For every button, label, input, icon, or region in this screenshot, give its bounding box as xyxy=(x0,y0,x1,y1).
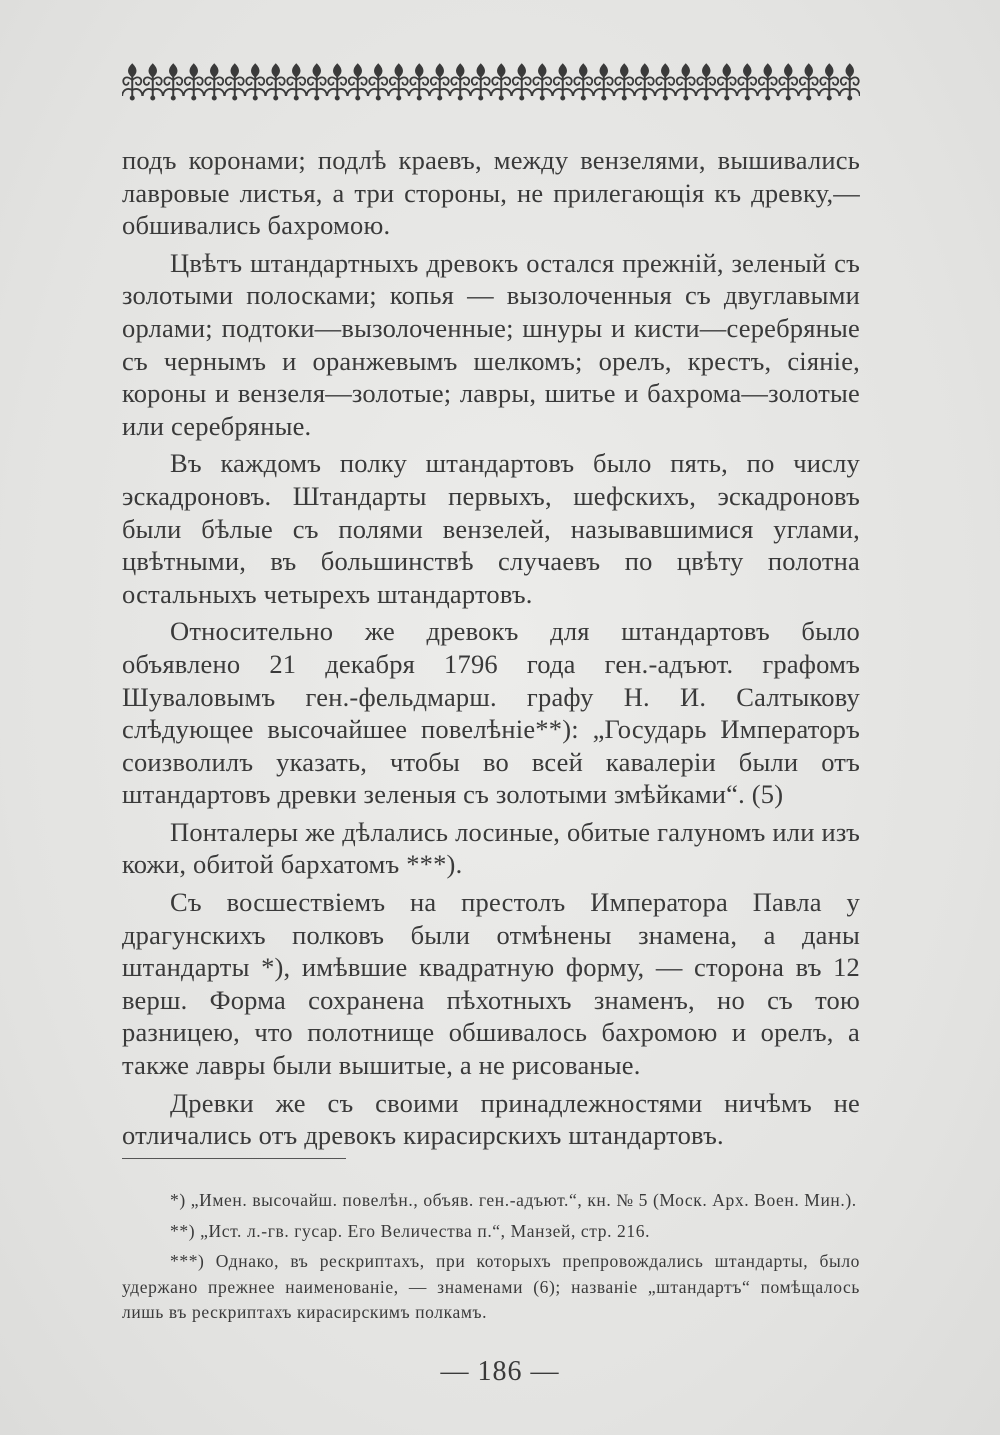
fleuron-unit xyxy=(573,64,593,100)
fleuron-unit xyxy=(594,64,614,100)
footnote-divider xyxy=(122,1158,346,1159)
fleuron-unit xyxy=(512,64,532,100)
fleuron-unit xyxy=(368,64,388,100)
footnote-2: **) „Ист. л.-гв. гусар. Его Величества п.“, Манзей, стр. 216. xyxy=(170,1220,651,1241)
fleuron-unit xyxy=(143,64,163,100)
fleuron-unit xyxy=(122,64,142,100)
fleuron-unit xyxy=(266,64,286,100)
fleuron-unit xyxy=(696,64,716,100)
fleuron-unit xyxy=(614,64,634,100)
fleuron-unit xyxy=(471,64,491,100)
fleuron-unit xyxy=(532,64,552,100)
ornamental-header-border xyxy=(122,60,860,102)
fleuron-unit xyxy=(778,64,798,100)
fleuron-unit xyxy=(348,64,368,100)
fleuron-unit xyxy=(327,64,347,100)
fleuron-unit xyxy=(225,64,245,100)
fleuron-unit xyxy=(245,64,265,100)
fleuron-unit xyxy=(676,64,696,100)
fleuron-unit xyxy=(799,64,819,100)
fleuron-unit xyxy=(819,64,839,100)
fleuron-unit xyxy=(737,64,757,100)
paragraph-5: Понталеры же дѣлались лосиные, обитые галуномъ или изъ кожи, обитой бархатомъ ***). xyxy=(122,816,860,880)
paragraph-1: подъ коронами; подлѣ краевъ, между вензелями, вышивались лавровые листья, а три стороны, не прилегающія къ древку,—обшивались бахромою. xyxy=(122,145,860,241)
footnote-1: *) „Имен. высочайш. повелѣн., объяв. ген.-адъют.“, кн. № 5 (Моск. Арх. Воен. Мин.). xyxy=(170,1190,857,1210)
fleuron-unit xyxy=(635,64,655,100)
fleuron-unit xyxy=(840,64,860,100)
fleuron-unit xyxy=(430,64,450,100)
paragraph-2: Цвѣтъ штандартныхъ древокъ остался прежній, зеленый съ золотыми полосками; копья — вызолоченныя съ двуглавыми орлами; подтоки—вызолоченные; шнуры и кисти—серебряные съ чернымъ и оранжевымъ шелкомъ; орелъ, крестъ, сіяніе, короны и вензеля—золотые; лавры, шитье и бахрома—золотые или серебряные. xyxy=(122,247,860,441)
fleuron-unit xyxy=(286,64,306,100)
fleuron-unit xyxy=(491,64,511,100)
fleuron-unit xyxy=(717,64,737,100)
fleuron-unit xyxy=(389,64,409,100)
fleuron-unit xyxy=(450,64,470,100)
paragraph-3: Въ каждомъ полку штандартовъ было пять, по числу эскадроновъ. Штандарты первыхъ, шефскихъ, эскадроновъ были бѣлые съ полями вензелей, называвшимися углами, цвѣтными, въ большинствѣ случаевъ по цвѣту полотна остальныхъ четырехъ штандартовъ. xyxy=(122,448,860,609)
fleuron-unit xyxy=(307,64,327,100)
footnote-3: ***) Однако, въ рескриптахъ, при которыхъ препровождались штандарты, было удержано прежнее наименованіе, — знаменами (6); названіе „штандартъ“ помѣщалось лишь въ рескриптахъ кирасирскимъ полкамъ. xyxy=(122,1251,860,1322)
fleuron-unit xyxy=(553,64,573,100)
fleuron-unit xyxy=(409,64,429,100)
paragraph-4: Относительно же древокъ для штандартовъ было объявлено 21 декабря 1796 года ген.-адъют. графомъ Шуваловымъ ген.-фельдмарш. графу Н. И. Салтыкову слѣдующее высочайшее повелѣніе**): „Государь Императоръ соизволилъ указать, чтобы во всей кавалеріи были отъ штандартовъ древки зеленыя съ золотыми змѣйками“. (5) xyxy=(122,616,860,810)
fleuron-unit xyxy=(163,64,183,100)
fleuron-unit xyxy=(655,64,675,100)
fleuron-unit xyxy=(184,64,204,100)
paragraph-7: Древки же съ своими принадлежностями ничѣмъ не отличались отъ древокъ кирасирскихъ штандартовъ. xyxy=(122,1087,860,1151)
paragraph-6: Съ восшествіемъ на престолъ Императора Павла у драгунскихъ полковъ были отмѣнены знамена, а даны штандарты *), имѣвшие квадратную форму, — сторона въ 12 верш. Форма сохранена пѣхотныхъ знаменъ, но съ тою разницею, что полотнище обшивалось бахромою и орелъ, а также лавры были вышитые, а не рисованые. xyxy=(122,887,860,1081)
fleuron-unit xyxy=(758,64,778,100)
page-number: — 186 — xyxy=(440,1356,560,1387)
fleuron-border-icon xyxy=(122,64,860,100)
footnotes xyxy=(122,1188,860,1331)
fleuron-unit xyxy=(204,64,224,100)
main-text xyxy=(122,144,860,1157)
